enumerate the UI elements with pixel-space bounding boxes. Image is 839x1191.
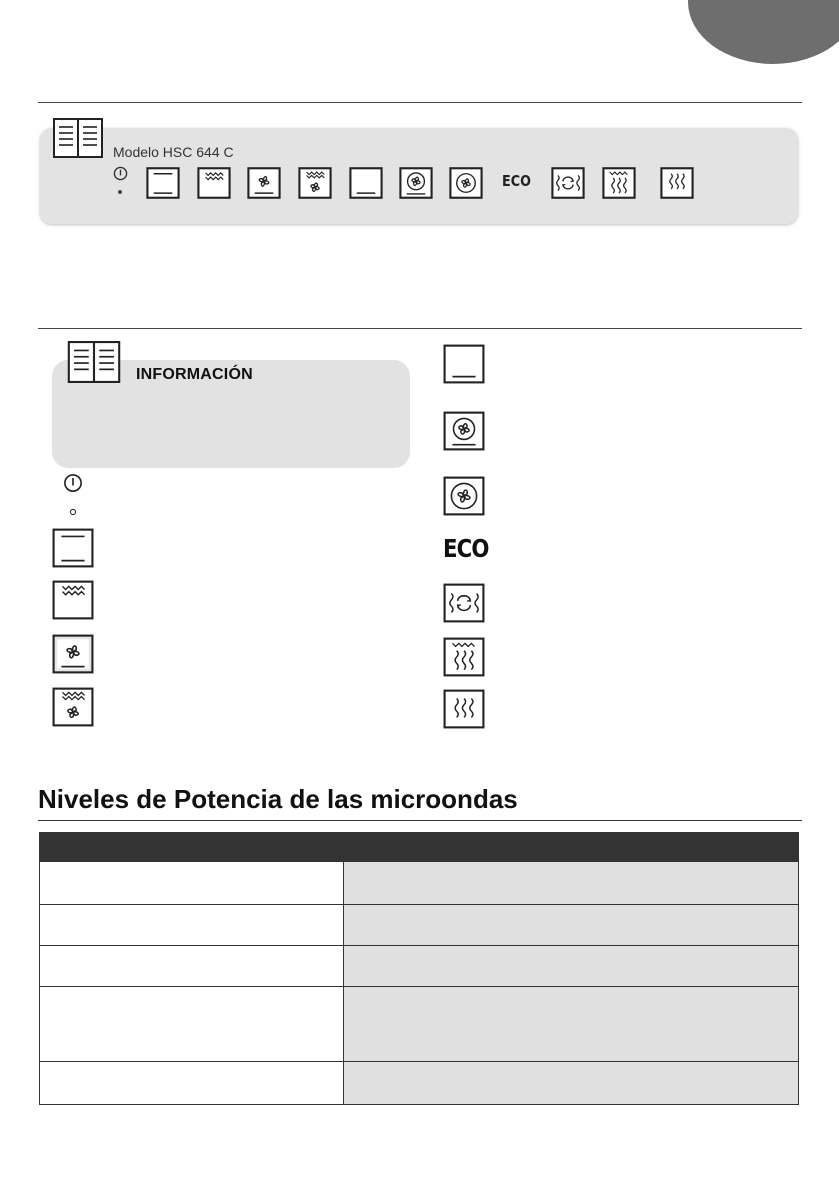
fan-bottom-heat-icon[interactable] bbox=[247, 167, 281, 199]
table-cell bbox=[344, 946, 799, 987]
bottom-heat-icon bbox=[443, 344, 485, 384]
manual-book-icon bbox=[53, 118, 103, 158]
eco-icon[interactable]: ECO bbox=[502, 172, 531, 190]
table-cell bbox=[40, 862, 344, 905]
table-cell bbox=[40, 1062, 344, 1105]
table-row bbox=[40, 862, 799, 905]
microwave-combi-icon bbox=[443, 583, 485, 623]
fan-grill-icon bbox=[52, 687, 94, 727]
power-levels-table bbox=[39, 832, 799, 1105]
table-cell bbox=[40, 987, 344, 1062]
grill-icon bbox=[52, 580, 94, 620]
table-cell bbox=[40, 946, 344, 987]
top-divider bbox=[38, 102, 802, 103]
hot-air-icon bbox=[443, 476, 485, 516]
grill-icon[interactable] bbox=[197, 167, 231, 199]
power-indicator-dot bbox=[69, 508, 77, 516]
middle-divider bbox=[38, 328, 802, 329]
table-header-cell bbox=[344, 833, 799, 862]
table-header-row bbox=[40, 833, 799, 862]
table-header-cell bbox=[40, 833, 344, 862]
fan-grill-icon[interactable] bbox=[298, 167, 332, 199]
microwave-icon[interactable] bbox=[660, 167, 694, 199]
microwave-grill-icon[interactable] bbox=[602, 167, 636, 199]
manual-book-icon bbox=[67, 341, 121, 383]
hot-air-icon[interactable] bbox=[449, 167, 483, 199]
power-icon bbox=[63, 473, 83, 493]
microwave-grill-icon bbox=[443, 637, 485, 677]
top-bottom-heat-icon bbox=[52, 528, 94, 568]
table-row bbox=[40, 987, 799, 1062]
table-cell bbox=[344, 905, 799, 946]
table-cell bbox=[40, 905, 344, 946]
page-corner-tab bbox=[688, 0, 839, 64]
microwave-icon bbox=[443, 689, 485, 729]
eco-icon: ECO bbox=[443, 534, 489, 563]
power-indicator-dot bbox=[118, 190, 122, 194]
title-underline bbox=[38, 820, 802, 821]
table-row bbox=[40, 905, 799, 946]
section-title: Niveles de Potencia de las microondas bbox=[38, 784, 518, 814]
model-label: Modelo HSC 644 C bbox=[113, 144, 234, 160]
table-row bbox=[40, 946, 799, 987]
info-title: INFORMACIÓN bbox=[136, 366, 253, 383]
fan-ring-heat-icon[interactable] bbox=[399, 167, 433, 199]
power-icon[interactable] bbox=[113, 166, 128, 181]
table-row bbox=[40, 1062, 799, 1105]
fan-ring-heat-icon bbox=[443, 411, 485, 451]
top-bottom-heat-icon[interactable] bbox=[146, 167, 180, 199]
table-cell bbox=[344, 987, 799, 1062]
fan-bottom-heat-icon bbox=[52, 634, 94, 674]
bottom-heat-icon[interactable] bbox=[349, 167, 383, 199]
table-cell bbox=[344, 1062, 799, 1105]
table-cell bbox=[344, 862, 799, 905]
microwave-combi-icon[interactable] bbox=[551, 167, 585, 199]
